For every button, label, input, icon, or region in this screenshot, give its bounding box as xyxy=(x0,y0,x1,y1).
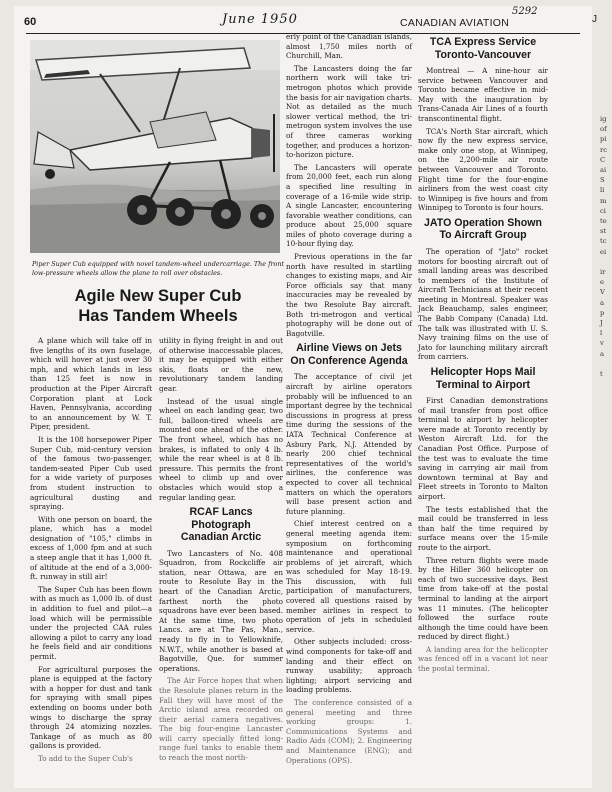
jato-paragraph: The operation of "Jato" rocket motors for boosting aircraft out of small landing areas was described to members of the Institute of Aircraft Technicians at their recent meeting in Montreal. Speaker was Jack Beauchamp, sales engineer, The Babb Company (Canada) Ltd. The talk was illustrated with U. S. Navy training films on the use of Jato for launching military aircraft from carriers. xyxy=(418,246,548,362)
rcaf-paragraph: The Air Force hopes that when the Resolute planes return in the Fall they will have most of the Arctic island area recorded on their aerial camera negatives. The big four-engine Lancaster will carry specially fitted long-range fuel tanks to enable them to reach the most north- xyxy=(159,676,283,763)
jets-paragraph: Other subjects included: cross-wind components for take-off and landing and their effect on runway usability; approach lighting; airport servicing and loading problems. xyxy=(286,637,412,695)
heli-headline-line-2: Terminal to Airport xyxy=(435,378,531,391)
jets-paragraph: The conference consisted of a general meeting and three working groups: 1. Communications Systems and Radio Aids (COM); 2. Engineering and Maintenance (ENG); and Operations (OPS). xyxy=(286,698,412,765)
edge-fragment: st xyxy=(600,227,607,236)
adjacent-page-fragment xyxy=(600,114,612,379)
magazine-page xyxy=(14,6,608,788)
middle-column xyxy=(286,32,412,768)
rcaf-paragraph: The Lancasters doing the far northern work will take tri-metrogon photos which provide the basis for air navigation charts. Not as detailed as the much slower vertical method, the tri-metrogon system involves the use of three cameras working together, and produces a horizon-to-horizon picture. xyxy=(286,63,412,160)
heli-paragraph: A landing area for the helicopter was fenced off in a vacant lot near the postal terminal. xyxy=(418,644,548,674)
airplane-illustration xyxy=(30,40,280,253)
jets-paragraph: Chief interest centred on a general meeting agenda item: symposium on forthcoming maintenance and operational problems of jet aircraft, which was scheduled for May 18-19. This discussion, with full participation of manufacturers, covered all questions raised by member airlines in respect to operation of jets in scheduled service. xyxy=(286,519,412,634)
jets-headline-line-1: Airline Views on Jets xyxy=(296,342,402,355)
cub-paragraph: For agricultural purposes the plane is equipped at the factory with a hopper for dust and tank for spraying with small pipes extending on booms under both wings to discharge the spray through 24 atomizing nozzles. Tankage of as much as 80 gallons is provided. xyxy=(30,664,152,751)
tca-headline xyxy=(418,36,548,61)
handwritten-date: June 1950 xyxy=(222,12,298,27)
tca-headline-line-2: Toronto-Vancouver xyxy=(434,48,532,61)
tca-paragraph: TCA's North Star aircraft, which now fly the new express service, make only one stop, at Winnipeg, on the 2,200-mile air route between Vancouver and Toronto. Flight time for the four-engine airliners from the west coast city to Winnipeg is five hours and from Winnipeg to Toronto is four hours. xyxy=(418,126,548,213)
heli-headline xyxy=(418,366,548,391)
cub-headline xyxy=(38,286,278,326)
edge-fragment: a xyxy=(600,298,605,307)
jets-headline xyxy=(286,342,412,367)
magazine-title: CANADIAN AVIATION xyxy=(400,17,510,29)
rcaf-paragraph: The Lancasters will operate from 20,000 feet, each run along a specified line resulting in coverage of a 16-mile wide strip. A single Lancaster, encountering favorable weather conditions, can produce about 25,000 square miles of photo coverage during a 10-hour flying day. xyxy=(286,162,412,249)
edge-fragment: a xyxy=(600,349,605,358)
edge-fragment: p xyxy=(600,308,605,317)
jets-headline-line-2: On Conference Agenda xyxy=(290,354,408,367)
edge-fragment xyxy=(600,257,612,267)
edge-fragment: t xyxy=(600,370,603,379)
heli-paragraph: First Canadian demonstrations of mail transfer from post office terminal to airport by helicopter were made at Toronto recently by Weston Aircraft Ltd. for the Canadian Post Office. Purpose of the test was to evaluate the time saving in carrying air mail from downtown terminal at Bay and Fleet streets in Toronto to Malton airport. xyxy=(418,396,548,501)
rcaf-headline-line-1: RCAF Lancs Photograph xyxy=(189,506,253,531)
cub-paragraph: It is the 108 horsepower Piper Super Cub, mid-century version of the famous two-passenger, tandem-seated Piper Cub used for a wide variety of purposes from student instruction to agricultural dusting and spraying. xyxy=(30,434,152,512)
heli-paragraph: The tests established that the mail could be transferred in less than half the time required by surface means over the 15-mile route to the airport. xyxy=(418,504,548,552)
jato-headline-line-1: JATO Operation Shown xyxy=(424,216,542,229)
edge-fragment: ir xyxy=(600,268,606,277)
rcaf-headline-line-2: Canadian Arctic xyxy=(180,531,262,544)
tca-paragraph: Montreal — A nine-hour air service between Vancouver and Toronto became effective in mid-May with the inauguration by Trans-Canada Air Lines of a fourth transcontinental flight. xyxy=(418,66,548,123)
edge-fragment xyxy=(600,359,612,369)
rcaf-paragraph: Previous operations in the far north have resulted in startling changes to existing maps, and Air Force officials say that many inaccuracies may be revealed by the two Resolute Bay aircraft. Both tri-metrogon and vertical photography will be done out of Bagotville. xyxy=(286,252,412,338)
edge-fragment: J xyxy=(600,319,603,328)
tca-headline-line-1: TCA Express Service xyxy=(429,36,537,48)
cub-paragraph: With one person on board, the plane, which has a model designation of "105," climbs in excess of 1,000 fpm and at such a steep angle that it has 1,000 ft. of altitude at the end of a 3,000-ft. runway in still air! xyxy=(30,514,152,582)
edge-fragment: S xyxy=(600,176,605,185)
cub-column-1 xyxy=(30,336,152,767)
edge-fragment: tc xyxy=(600,237,607,246)
jato-headline xyxy=(418,217,548,242)
edge-fragment: te xyxy=(600,217,607,226)
edge-fragment: pi xyxy=(600,135,607,144)
edge-fragment: ci xyxy=(600,206,606,215)
page-number: 60 xyxy=(24,16,37,28)
edge-mark: J xyxy=(592,14,597,25)
photo-caption: Piper Super Cub equipped with novel tandem-wheel undercarriage. The front low-pressure wheels allow the plane to roll over obstacles. xyxy=(32,260,285,277)
edge-fragment: C xyxy=(600,155,606,164)
handwritten-reference: 5292 xyxy=(512,6,538,17)
rcaf-paragraph: erly point of the Canadian islands, almost 1,750 miles north of Churchill, Man. xyxy=(286,32,412,61)
cub-column-2 xyxy=(159,336,283,766)
rcaf-paragraph: Two Lancasters of No. 408 Squadron, from Rockcliffe air station, near Ottawa, are en route to Resolute Bay in the heart of the Canadian Arctic, farthest north the photo squadrons have ever been based. At the same time, two photo Lancs. are at The Pas, Man., ready to fly in to Yellowknife, N.W.T., while another is based at Bagotville, Que. for summer operations. xyxy=(159,548,283,673)
edge-fragment: m xyxy=(600,196,607,205)
cub-headline-line-1: Agile New Super Cub xyxy=(74,287,242,305)
edge-fragment: V xyxy=(600,288,605,297)
jato-headline-line-2: To Aircraft Group xyxy=(439,229,527,242)
cub-paragraph: Instead of the usual single wheel on each landing gear, two full, balloon-tired wheels are mounted one ahead of the other. The front wheel, which has no brakes, is inflated to only 4 lb. while the rear wheel is at 8 lb. pressure. This permits the front wheel to climb up and over obstacles which would stop a regular landing gear. xyxy=(159,396,283,502)
cub-paragraph: The Super Cub has been flown with as much as 1,000 lb. of dust in addition to fuel and pilot—a load which will be permissible under the projected CAA rules allowing a pilot to carry any load he feels field and air conditions permit. xyxy=(30,584,152,661)
cub-headline-line-2: Has Tandem Wheels xyxy=(78,307,238,325)
cub-paragraph: utility in flying freight in and out of otherwise inaccessable places, it may be equipped with either skis, floats or the new, revolutionary tandem landing gear. xyxy=(159,336,283,393)
cub-paragraph: A plane which will take off in five lengths of its own fuselage, which will hover at just over 30 mph, and which lands in less than 125 feet is now in production at the Piper Aircraft Corporation plant at Lock Haven, Pennsylvania, according to an announcement by W. T. Piper, president. xyxy=(30,336,152,432)
heli-headline-line-1: Helicopter Hops Mail xyxy=(430,366,536,379)
cub-paragraph: To add to the Super Cub's xyxy=(38,753,133,763)
rcaf-headline xyxy=(159,506,283,544)
right-column xyxy=(418,36,548,677)
jets-paragraph: The acceptance of civil jet aircraft by airline operators probably will be influenced to an important degree by the technical discussions in progress at press time during the sessions of the IATA Technical Conference at Asbury Park, N.J. Attended by nearly 200 chief technical representatives of the world's airlines, the conference was expected to cover all technical matters on which the operators will base present action and future planning. xyxy=(286,372,412,516)
edge-fragment: rc xyxy=(600,145,608,154)
super-cub-photo xyxy=(30,40,280,253)
edge-fragment: ei xyxy=(600,247,607,256)
edge-fragment: ai xyxy=(600,166,607,175)
edge-fragment: ig xyxy=(600,115,607,123)
heli-paragraph: Three return flights were made by the Hiller 360 helicopter on each of two successive days. Best time from take-off at the postal terminal to landing at the airport was 11 minutes. (The helicopter followed the surface route although the time could have been reduced by direct flight.) xyxy=(418,555,548,642)
edge-fragment: of xyxy=(600,125,607,134)
edge-fragment: l xyxy=(600,329,603,338)
edge-fragment: v xyxy=(600,339,604,348)
edge-fragment: li xyxy=(600,186,605,195)
edge-fragment: e xyxy=(600,278,605,287)
